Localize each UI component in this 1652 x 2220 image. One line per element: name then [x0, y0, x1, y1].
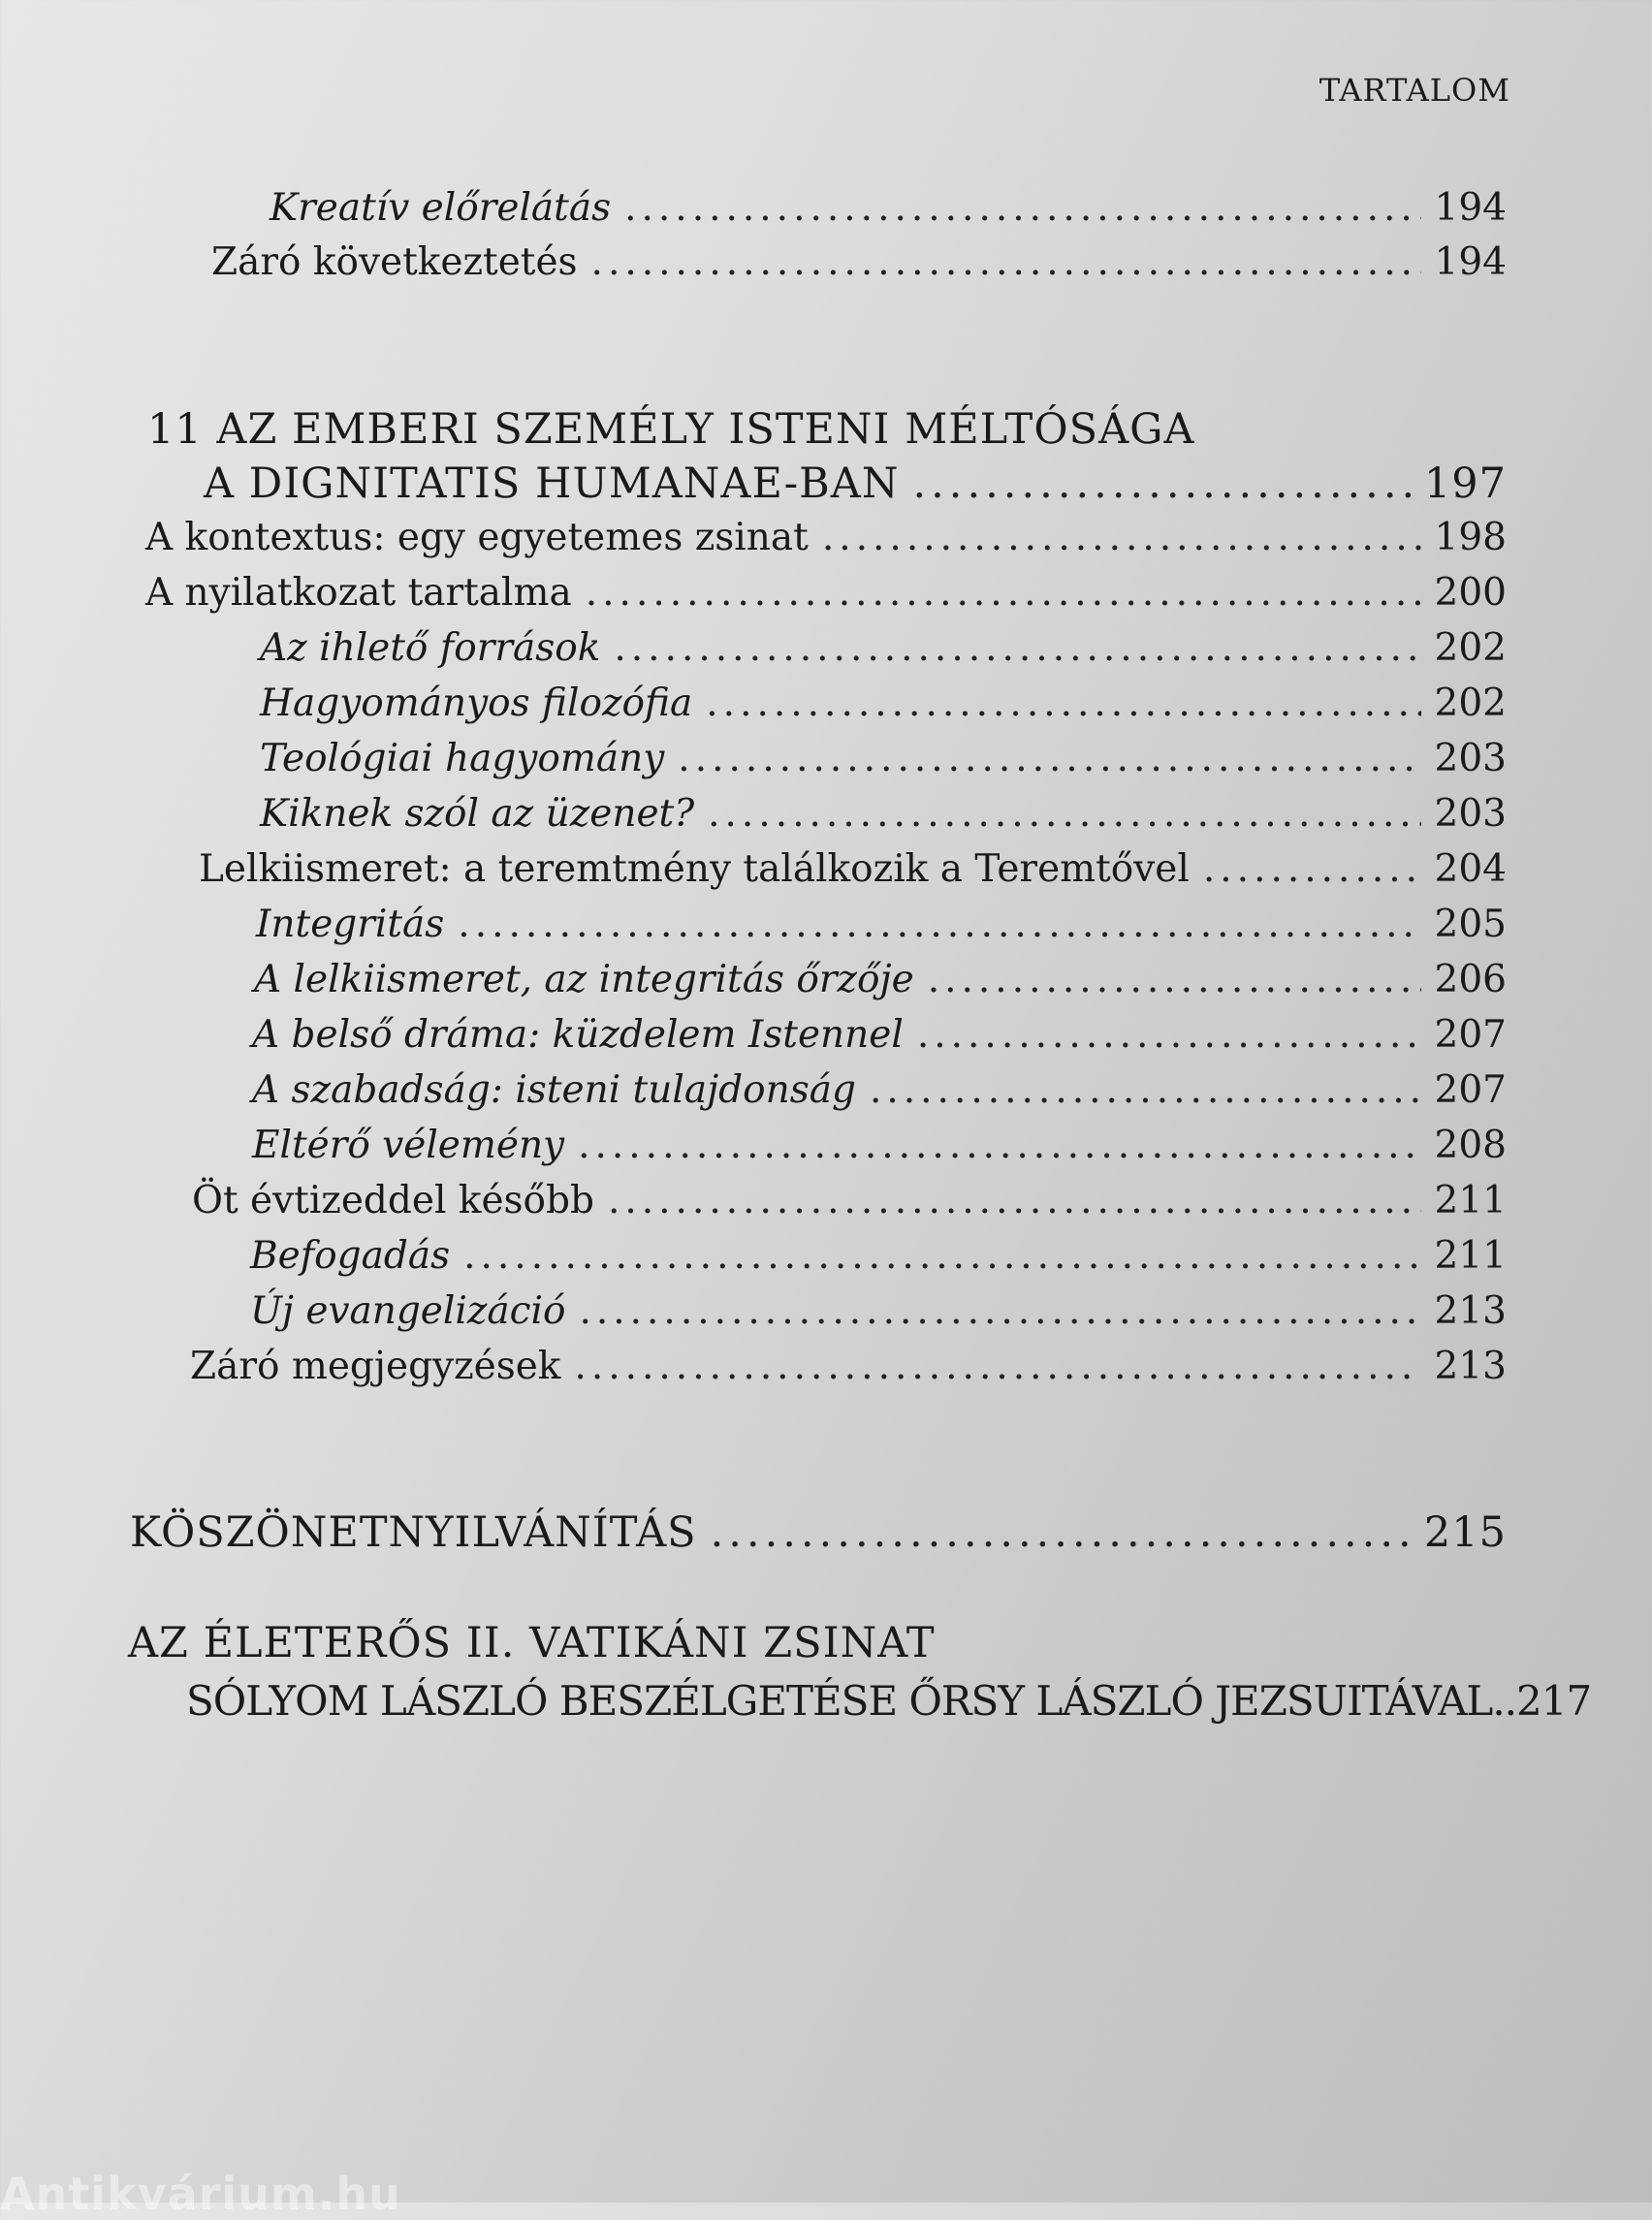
toc-entry-page: 213	[1434, 1345, 1507, 1388]
leader-dots	[624, 186, 1420, 230]
leader-dots	[579, 1289, 1420, 1333]
leader-dots	[928, 958, 1421, 1001]
leader-dots	[870, 1068, 1421, 1112]
watermark: Antikvárium.hu	[0, 2168, 401, 2220]
toc-entry	[252, 1013, 1507, 1057]
leader-dots	[608, 1179, 1421, 1222]
leader-dots	[1203, 847, 1421, 891]
toc-entry-label: Az ihlető források	[260, 626, 601, 670]
toc-entry-label: Hagyományos filozófia	[260, 682, 693, 725]
toc-entry-label: A kontextus: egy egyetemes zsinat	[145, 516, 809, 559]
toc-entry	[211, 240, 1507, 284]
toc-entry-label: Öt évtizeddel később	[192, 1179, 594, 1222]
leader-dots	[706, 682, 1420, 725]
toc-entry-label: Befogadás	[250, 1234, 451, 1278]
toc-entry-page: 213	[1434, 1289, 1507, 1333]
toc-entry-page: 202	[1434, 626, 1507, 670]
toc-entry	[260, 682, 1507, 725]
toc-entry-page: 204	[1434, 847, 1507, 891]
leader-dots	[578, 1124, 1420, 1167]
toc-entry-page: 203	[1434, 792, 1507, 836]
interview-title-line1: AZ ÉLETERŐS II. VATIKÁNI ZSINAT	[128, 1619, 936, 1667]
chapter-title-line2: A DIGNITATIS HUMANAE-BAN	[204, 460, 900, 508]
toc-entry-label: Integritás	[256, 903, 445, 946]
toc-entry	[260, 792, 1507, 836]
toc-entry-label: Új evangelizáció	[250, 1289, 566, 1333]
toc-entry-label: A nyilatkozat tartalma	[145, 571, 572, 615]
running-head: TARTALOM	[1318, 72, 1510, 109]
toc-entry	[252, 1124, 1507, 1167]
toc-entry-label: A lelkiismeret, az integritás őrzője	[254, 958, 914, 1001]
leader-dots	[586, 571, 1421, 615]
toc-entry	[256, 903, 1507, 946]
toc-entry-page: 205	[1434, 903, 1507, 946]
acknowledgements-entry	[130, 1508, 1507, 1557]
toc-entry	[250, 1289, 1507, 1333]
leader-dots	[678, 737, 1420, 780]
leader-dots	[822, 516, 1421, 559]
leader-dots	[912, 460, 1410, 508]
toc-entry	[145, 516, 1507, 559]
leader-dots	[574, 1345, 1420, 1388]
toc-entry-page: 215	[1423, 1508, 1507, 1557]
toc-entry-page: 211	[1434, 1179, 1507, 1222]
toc-entry	[199, 847, 1507, 891]
toc-entry-page: 200	[1434, 571, 1507, 615]
leader-dots	[711, 1508, 1411, 1557]
toc-entry-label: Teológiai hagyomány	[260, 737, 665, 780]
toc-entry-page: 208	[1434, 1124, 1507, 1167]
toc-entry-label: KÖSZÖNETNYILVÁNÍTÁS	[130, 1508, 697, 1557]
toc-entry-page: 211	[1434, 1234, 1507, 1278]
toc-entry	[192, 1179, 1507, 1222]
toc-entry-page: ..217	[1492, 1677, 1592, 1725]
toc-entry	[260, 626, 1507, 670]
interview-entry	[186, 1677, 1592, 1725]
leader-dots	[708, 792, 1420, 836]
chapter-page: 197	[1423, 460, 1507, 508]
toc-entry-page: 206	[1434, 958, 1507, 1001]
toc-entry-label: Kiknek szól az üzenet?	[260, 792, 695, 836]
chapter-title-line1: 11 AZ EMBERI SZEMÉLY ISTENI MÉLTÓSÁGA	[147, 405, 1195, 454]
leader-dots	[463, 1234, 1420, 1278]
leader-dots	[591, 240, 1421, 284]
toc-entry-page: 207	[1434, 1013, 1507, 1057]
toc-entry	[254, 958, 1507, 1001]
interview-title-line2: SÓLYOM LÁSZLÓ BESZÉLGETÉSE ŐRSY LÁSZLÓ JEZSUITÁVAL	[186, 1677, 1493, 1725]
toc-entry	[270, 186, 1507, 230]
leader-dots	[458, 903, 1420, 946]
toc-entry-page: 203	[1434, 737, 1507, 780]
chapter-title-entry	[204, 460, 1507, 508]
toc-entry-page: 207	[1434, 1068, 1507, 1112]
toc-entry	[145, 571, 1507, 615]
toc-entry	[250, 1234, 1507, 1278]
toc-entry-label: Eltérő vélemény	[252, 1124, 565, 1167]
toc-entry-label: A szabadság: isteni tulajdonság	[252, 1068, 856, 1112]
leader-dots	[614, 626, 1420, 670]
toc-entry-label: Záró megjegyzések	[190, 1345, 561, 1388]
toc-entry-page: 202	[1434, 682, 1507, 725]
toc-entry-label: Záró következtetés	[211, 240, 578, 284]
toc-entry-page: 198	[1434, 516, 1507, 559]
toc-entry	[190, 1345, 1507, 1388]
leader-dots	[917, 1013, 1421, 1057]
toc-entry-page: 194	[1434, 240, 1507, 284]
toc-entry-label: Lelkiismeret: a teremtmény találkozik a Teremtővel	[199, 847, 1190, 891]
toc-entry-page: 194	[1434, 186, 1507, 230]
toc-entry	[252, 1068, 1507, 1112]
toc-entry-label: A belső dráma: küzdelem Istennel	[252, 1013, 904, 1057]
toc-entry-label: Kreatív előrelátás	[270, 186, 612, 230]
toc-entry	[260, 737, 1507, 780]
